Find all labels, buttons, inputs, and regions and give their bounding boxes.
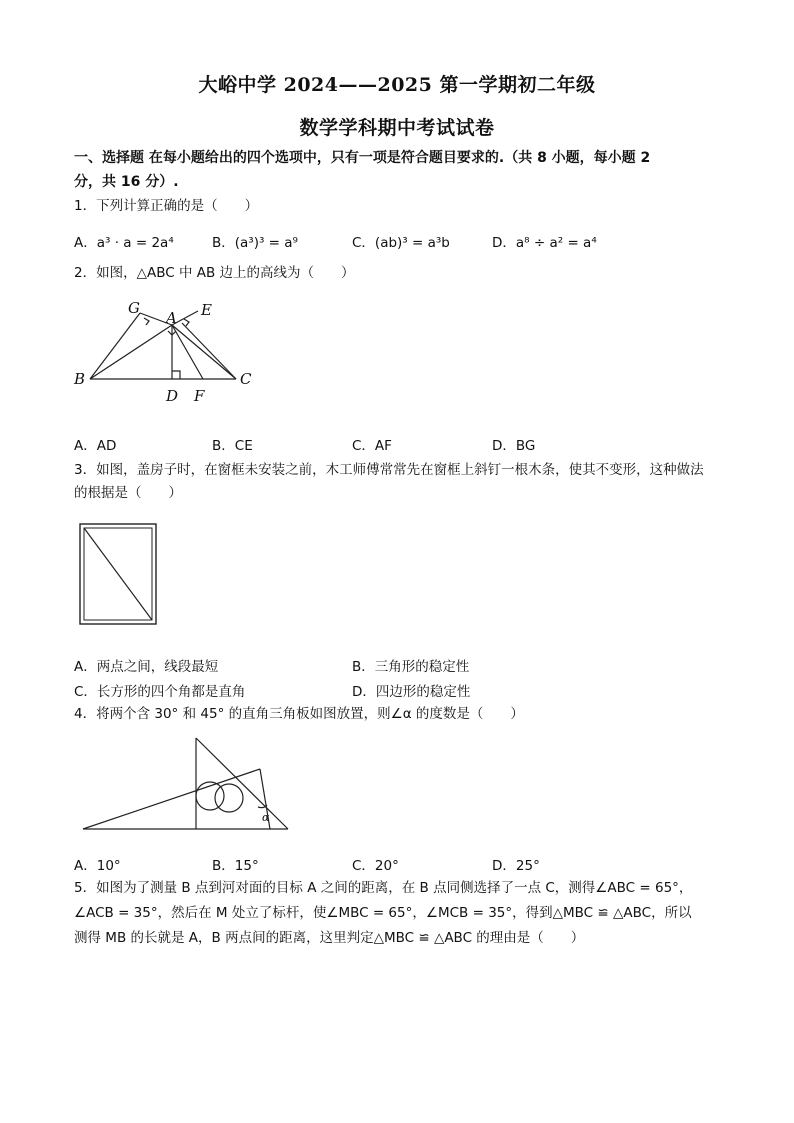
question-5-stem-line2: ∠ACB = 35°，然后在 M 处立了标杆，使∠MBC = 65°，∠MCB = 35°，得到△MBC ≌ △ABC，所以 — [74, 905, 692, 921]
question-1-option-a: A．a³ · a = 2a⁴ — [74, 235, 174, 251]
label-b: B — [74, 370, 86, 388]
section-heading-line1: 一、选择题 在每小题给出的四个选项中，只有一项是符合题目要求的.（共 8 小题，每小题 2 — [74, 150, 651, 166]
question-4-stem: 4．将两个含 30° 和 45° 的直角三角板如图放置，则∠α 的度数是（ ） — [74, 706, 524, 722]
set-squares-figure — [80, 735, 295, 835]
question-1-option-b: B．(a³)³ = a⁹ — [212, 235, 298, 251]
hypotenuse-30 — [83, 769, 260, 829]
segment-bg — [90, 313, 140, 379]
question-1-stem: 1．下列计算正确的是（ ） — [74, 198, 259, 214]
hypotenuse-45 — [196, 738, 288, 829]
segment-ce — [182, 323, 236, 379]
hole-circle-right — [215, 784, 243, 812]
section-heading-line2: 分，共 16 分）. — [74, 174, 179, 190]
question-2-stem: 2．如图，△ABC 中 AB 边上的高线为（ ） — [74, 265, 355, 281]
exam-title: 大峪中学 2024——2025 第一学期初二年级 — [198, 74, 596, 96]
side-ab — [90, 325, 172, 379]
question-3-option-c: C．长方形的四个角都是直角 — [74, 684, 246, 700]
side-ac — [172, 325, 236, 379]
question-4-option-c: C．20° — [352, 858, 399, 874]
question-5-stem-line1: 5．如图为了测量 B 点到河对面的目标 A 之间的距离，在 B 点同侧选择了一点 C，测得∠ABC = 65°， — [74, 880, 693, 896]
question-3-stem-line2: 的根据是（ ） — [74, 485, 182, 501]
question-2-option-b: B．CE — [212, 438, 253, 454]
right-angle-e — [184, 319, 189, 326]
question-4-option-a: A．10° — [74, 858, 121, 874]
diagonal-brace — [84, 528, 152, 620]
label-c: C — [240, 370, 252, 388]
right-angle-g — [144, 318, 149, 325]
question-2-option-c: C．AF — [352, 438, 392, 454]
question-2-option-d: D．BG — [492, 438, 536, 454]
question-3-option-a: A．两点之间，线段最短 — [74, 659, 219, 675]
question-3-option-b: B．三角形的稳定性 — [352, 659, 470, 675]
question-1-option-c: C．(ab)³ = a³b — [352, 235, 450, 251]
triangle-altitude-figure — [70, 295, 270, 410]
label-a: A — [166, 309, 177, 327]
question-2-option-a: A．AD — [74, 438, 117, 454]
question-3-stem-line1: 3．如图，盖房子时，在窗框未安装之前，木工师傅常常先在窗框上斜钉一根木条，使其不变形，这种做法 — [74, 462, 704, 478]
right-angle-d — [172, 371, 180, 379]
question-4-option-b: B．15° — [212, 858, 259, 874]
label-alpha: α — [262, 811, 270, 824]
question-1-option-d: D．a⁸ ÷ a² = a⁴ — [492, 235, 597, 251]
label-d: D — [166, 387, 179, 405]
label-f: F — [194, 387, 205, 405]
question-5-stem-line3: 测得 MB 的长就是 A，B 两点间的距离，这里判定△MBC ≌ △ABC 的理由是（ ） — [74, 930, 585, 946]
label-g: G — [128, 299, 140, 317]
window-frame-figure — [78, 522, 160, 627]
label-e: E — [201, 301, 212, 319]
question-4-option-d: D．25° — [492, 858, 540, 874]
exam-subtitle: 数学学科期中考试试卷 — [299, 117, 495, 139]
question-3-option-d: D．四边形的稳定性 — [352, 684, 471, 700]
